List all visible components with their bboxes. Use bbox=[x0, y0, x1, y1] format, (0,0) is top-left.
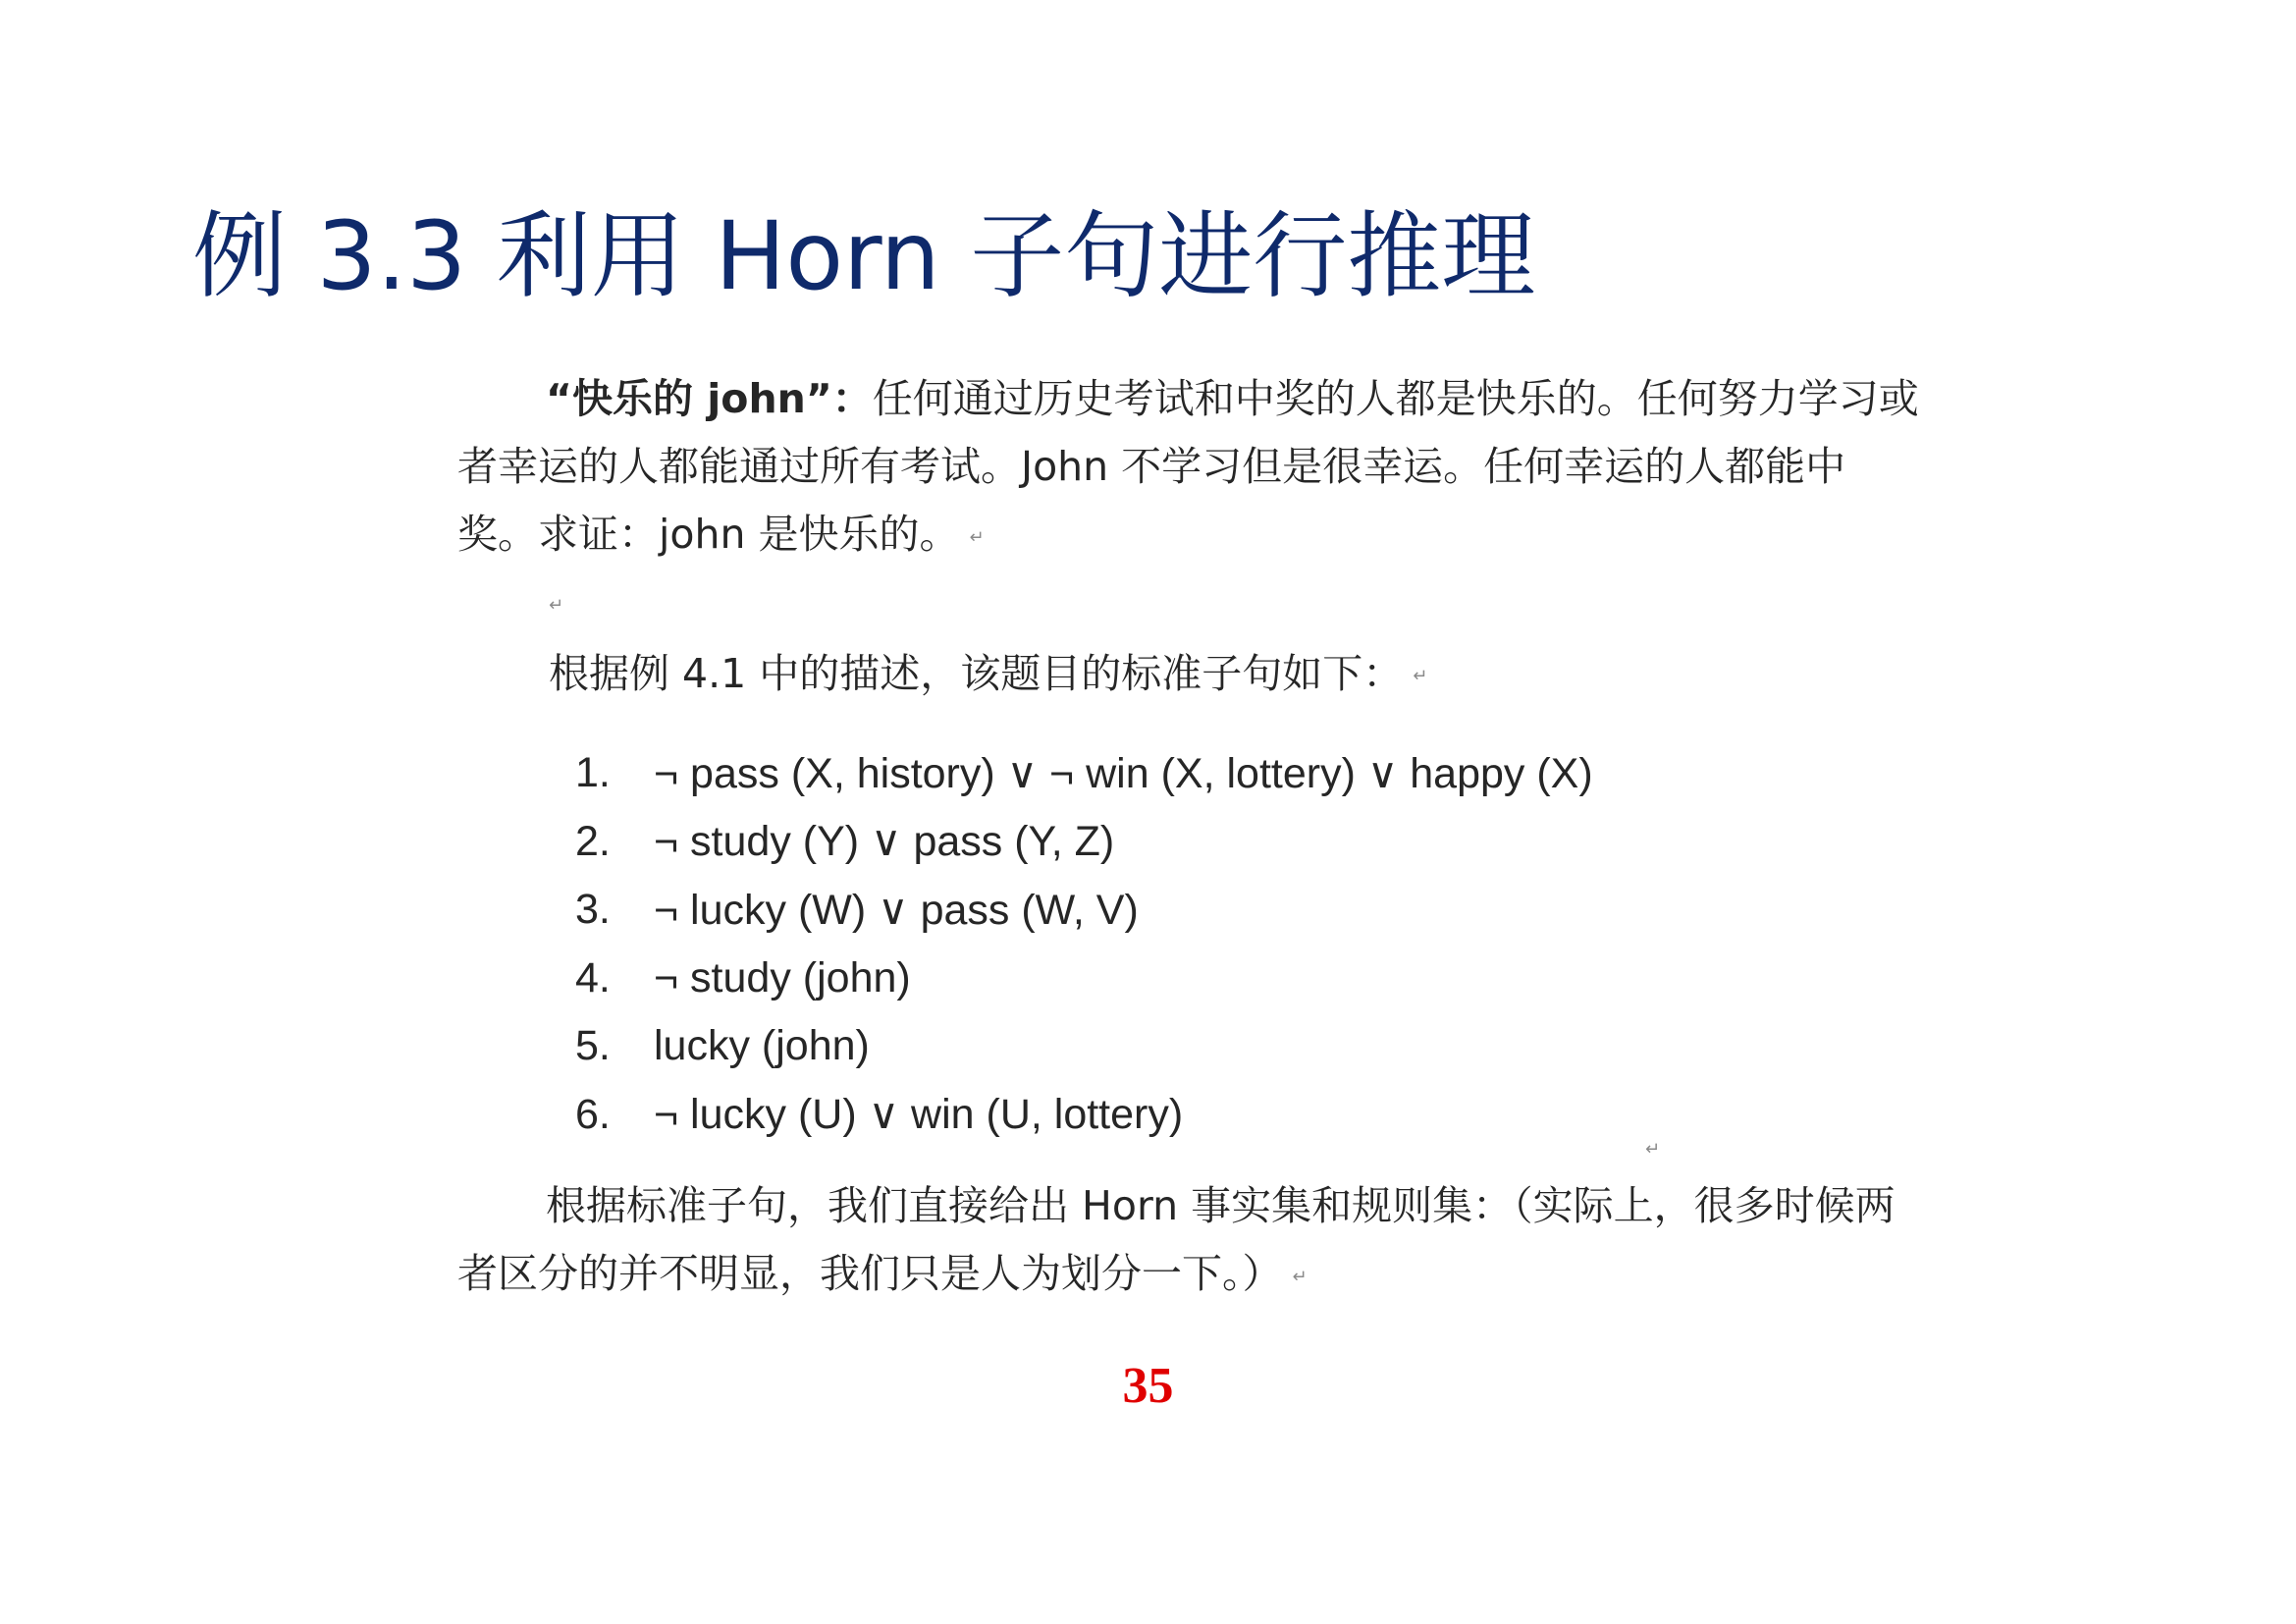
clause-number: 1. bbox=[575, 749, 611, 797]
return-mark-icon: ↵ bbox=[1292, 1266, 1308, 1287]
clause-item bbox=[457, 1081, 1920, 1150]
problem-text: 任何通过历史考试和中奖的人都是快乐的。任何努力学习或者幸运的人都能通过所有考试。John 不学习但是很幸运。任何幸运的人都能中奖。求证：john 是快乐的。 bbox=[457, 375, 1919, 558]
conclusion-paragraph bbox=[457, 1172, 1920, 1311]
clause-number: 6. bbox=[575, 1090, 611, 1138]
clause-text: ¬ lucky (U) ∨ win (U, lottery) bbox=[654, 1091, 1184, 1139]
return-mark-icon: ↵ bbox=[1413, 666, 1428, 686]
problem-lead: “快乐的 john”： bbox=[546, 375, 873, 422]
document-excerpt bbox=[457, 365, 1920, 1311]
clause-item bbox=[457, 808, 1920, 877]
problem-paragraph bbox=[457, 365, 1920, 571]
blank-line bbox=[457, 571, 1920, 640]
page-number: 35 bbox=[1122, 1358, 1174, 1414]
return-mark-icon: ↵ bbox=[549, 595, 564, 616]
clause-item bbox=[457, 1012, 1920, 1081]
conclusion-text: 根据标准子句，我们直接给出 Horn 事实集和规则集：（实际上，很多时候两者区分的并不明显，我们只是人为划分一下。） bbox=[457, 1182, 1896, 1297]
clause-list bbox=[457, 739, 1920, 1149]
clause-text: ¬ pass (X, history) ∨ ¬ win (X, lottery) ∨ happy (X) bbox=[654, 749, 1593, 797]
return-mark-icon: ↵ bbox=[1645, 1139, 1661, 1160]
intro-paragraph bbox=[457, 640, 1920, 711]
return-mark-icon: ↵ bbox=[969, 526, 985, 548]
clause-item bbox=[457, 945, 1920, 1013]
clause-number: 4. bbox=[575, 953, 611, 1001]
clause-number: 3. bbox=[575, 886, 611, 934]
clause-item bbox=[457, 739, 1920, 808]
clause-text: ¬ study (john) bbox=[654, 953, 911, 1001]
slide-title: 例 3.3 利用 Horn 子句进行推理 bbox=[192, 201, 1536, 311]
clause-text: lucky (john) bbox=[654, 1022, 870, 1070]
blank-line bbox=[457, 1139, 1920, 1168]
clause-text: ¬ lucky (W) ∨ pass (W, V) bbox=[654, 886, 1139, 934]
intro-text: 根据例 4.1 中的描述，该题目的标准子句如下： bbox=[549, 649, 1404, 697]
clause-number: 5. bbox=[575, 1022, 611, 1070]
clause-text: ¬ study (Y) ∨ pass (Y, Z) bbox=[654, 818, 1115, 866]
clause-number: 2. bbox=[575, 817, 611, 865]
clause-item bbox=[457, 876, 1920, 945]
